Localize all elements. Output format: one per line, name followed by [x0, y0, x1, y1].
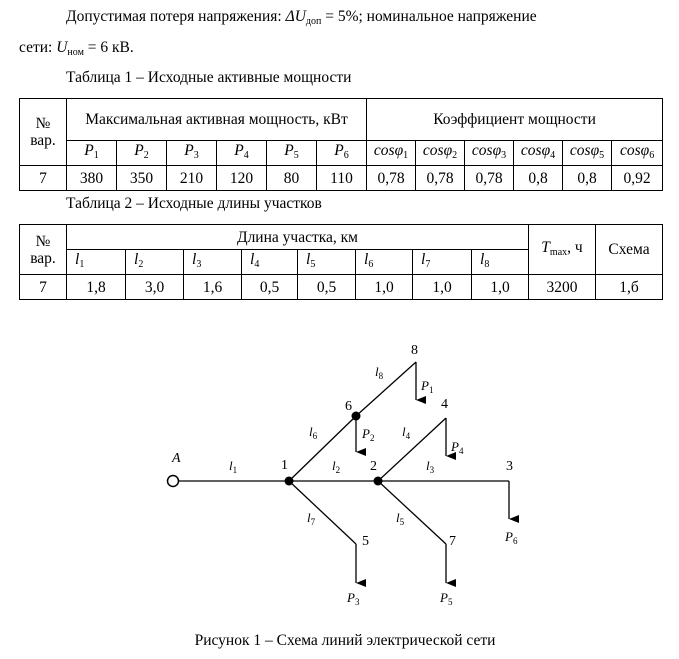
- voltage-loss-label: Допустимая потеря напряжения:: [66, 8, 282, 25]
- table1-cos-header: cosφ$_2$: [416, 141, 465, 166]
- table2-header-scheme: Схема: [596, 225, 663, 275]
- figure-caption: Рисунок 1 – Схема линий электрической сети: [194, 632, 496, 649]
- table1-p-header: $P_2$: [117, 141, 167, 166]
- load-label-p6: $P_6$: [505, 529, 518, 546]
- segment-l4: [378, 418, 446, 481]
- table1-cell-p: 210: [167, 166, 217, 191]
- node-label-3: 3: [506, 459, 513, 474]
- table1-header-cos: Коэффициент мощности: [367, 99, 663, 141]
- table2-header-length: Длина участка, км: [67, 225, 529, 250]
- table1-cell-cos: 0,78: [465, 166, 514, 191]
- segment-label-l6: $l_6$: [309, 424, 318, 441]
- node-label-2: 2: [370, 459, 377, 474]
- table2-cell-l: 0,5: [242, 275, 298, 300]
- table1-header-no: № вар.: [20, 99, 67, 166]
- table1-cos-header: cosφ$_4$: [514, 141, 563, 166]
- table1-cell-p: 120: [217, 166, 267, 191]
- voltage-loss-value: = 5%; номинальное напряжение: [321, 8, 537, 25]
- table2-cell-no: 7: [20, 275, 67, 300]
- table2-l-header: $l_3$: [184, 250, 242, 275]
- segment-l8: [356, 362, 416, 416]
- node-2: [374, 477, 383, 486]
- table1-cell-p: 110: [317, 166, 367, 191]
- table1-cell-cos: 0,8: [563, 166, 612, 191]
- table1-cell-p: 380: [67, 166, 117, 191]
- segment-label-l2: $l_2$: [332, 458, 341, 475]
- segment-label-l3: $l_3$: [426, 458, 435, 475]
- table1-cell-p: 350: [117, 166, 167, 191]
- table2-l-header: $l_2$: [126, 250, 184, 275]
- table1-p-header: $P_5$: [267, 141, 317, 166]
- table1-cos-header: cosφ$_6$: [612, 141, 663, 166]
- nominal-voltage-label: сети:: [19, 39, 53, 56]
- segment-label-l1: $l_1$: [229, 458, 238, 475]
- table2-cell-l: 1,0: [356, 275, 413, 300]
- table2-header-tmax: $T_{max}$, ч: [529, 225, 596, 275]
- table2-cell-scheme: 1,б: [596, 275, 663, 300]
- node-label-6: 6: [345, 399, 352, 414]
- segment-l6: [289, 416, 356, 481]
- table2-l-header: $l_4$: [242, 250, 298, 275]
- load-label-p3: $P_3$: [347, 590, 360, 607]
- table2-cell-l: 1,8: [67, 275, 126, 300]
- table1-cos-header: cosφ$_3$: [465, 141, 514, 166]
- node-label-1: 1: [281, 458, 288, 473]
- node-label-4: 4: [441, 397, 448, 412]
- table2-l-header: $l_6$: [356, 250, 413, 275]
- table1-cell-cos: 0,78: [367, 166, 416, 191]
- segment-label-l7: $l_7$: [307, 510, 316, 527]
- segment-label-l8: $l_8$: [375, 364, 384, 381]
- table1-cos-header: cosφ$_1$: [367, 141, 416, 166]
- table1-p-header: $P_4$: [217, 141, 267, 166]
- table1-cos-header: cosφ$_5$: [563, 141, 612, 166]
- voltage-loss-subscript: доп: [305, 16, 322, 27]
- table1-cell-p: 80: [267, 166, 317, 191]
- segment-l5: [378, 481, 446, 544]
- table2-cell-l: 0,5: [298, 275, 356, 300]
- table1-cell-no: 7: [20, 166, 67, 191]
- table2-cell-l: 1,6: [184, 275, 242, 300]
- table2-caption: Таблица 2 – Исходные длины участков: [66, 195, 322, 212]
- table2-cell-tmax: 3200: [529, 275, 596, 300]
- load-label-p1: $P_1$: [421, 378, 434, 395]
- segment-label-l4: $l_4$: [402, 424, 411, 441]
- load-label-p4: $P_4$: [451, 439, 464, 456]
- table1-caption: Таблица 1 – Исходные активные мощности: [66, 69, 352, 86]
- table2-l-header: $l_1$: [67, 250, 126, 275]
- node-label-5: 5: [362, 534, 369, 549]
- table2-cell-l: 3,0: [126, 275, 184, 300]
- nominal-voltage-symbol: U: [56, 39, 68, 56]
- table2-cell-l: 1,0: [413, 275, 472, 300]
- nominal-voltage-value: = 6 кВ.: [83, 39, 134, 56]
- node-6: [352, 412, 361, 421]
- table2-l-header: $l_7$: [413, 250, 472, 275]
- voltage-loss-symbol: ΔU: [285, 8, 306, 25]
- table2-cell-l: 1,0: [472, 275, 529, 300]
- node-1: [285, 477, 294, 486]
- table2-l-header: $l_5$: [298, 250, 356, 275]
- table2-header-no: № вар.: [20, 225, 67, 275]
- source-label: A: [172, 451, 181, 466]
- table1-cell-cos: 0,92: [612, 166, 663, 191]
- segment-l7: [289, 481, 356, 544]
- nominal-voltage-subscript: ном: [67, 47, 84, 58]
- table1-cell-cos: 0,78: [416, 166, 465, 191]
- table1-p-header: $P_1$: [67, 141, 117, 166]
- load-label-p5: $P_5$: [440, 590, 453, 607]
- table2-l-header: $l_8$: [472, 250, 529, 275]
- table1-p-header: $P_3$: [167, 141, 217, 166]
- load-label-p2: $P_2$: [362, 426, 375, 443]
- segment-label-l5: $l_5$: [396, 510, 405, 527]
- node-label-8: 8: [411, 343, 418, 358]
- node-label-7: 7: [449, 534, 456, 549]
- table1-cell-cos: 0,8: [514, 166, 563, 191]
- source-node-a: [168, 476, 179, 487]
- table1-p-header: $P_6$: [317, 141, 367, 166]
- table1-header-power: Максимальная активная мощность, кВт: [67, 99, 367, 141]
